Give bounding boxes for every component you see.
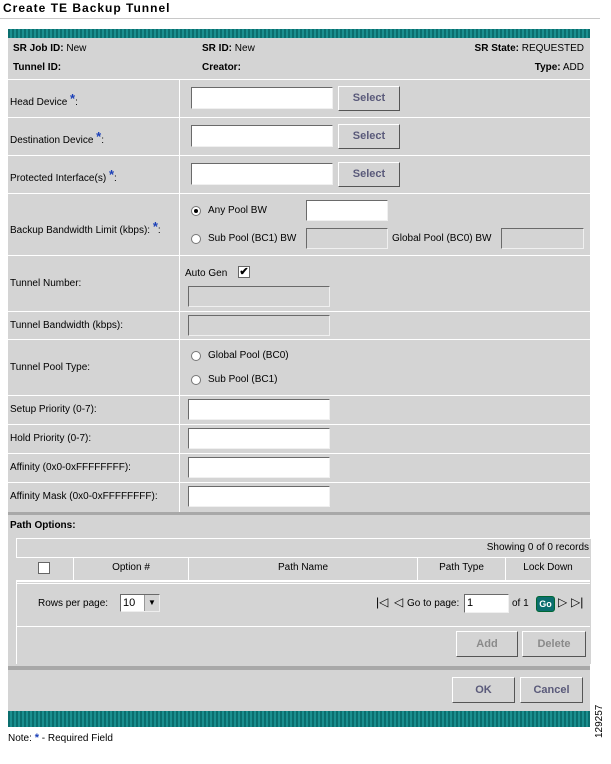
tunnel-bandwidth-input[interactable] <box>188 315 330 336</box>
prev-page-icon[interactable]: ◁ <box>394 595 404 609</box>
row-divider <box>8 339 590 340</box>
tunnel-bandwidth-label: Tunnel Bandwidth (kbps): <box>10 320 124 331</box>
of-pages-label: of 1 <box>512 598 529 609</box>
global-pool-bw-input[interactable] <box>501 228 584 249</box>
ok-button[interactable]: OK <box>452 677 515 703</box>
global-pool-bw-label: Global Pool (BC0) BW <box>392 233 492 244</box>
type-info: Type: ADD <box>534 62 584 73</box>
destination-device-input[interactable] <box>191 125 333 147</box>
section-divider <box>8 512 590 515</box>
first-page-icon[interactable]: |◁ <box>376 595 389 609</box>
page-title: Create TE Backup Tunnel <box>3 1 171 15</box>
global-pool-bc0-radio[interactable] <box>191 351 201 361</box>
sr-state: SR State: REQUESTED <box>474 43 584 54</box>
go-to-page-label: Go to page: <box>407 598 460 609</box>
setup-priority-label: Setup Priority (0-7): <box>10 404 97 415</box>
records-count: Showing 0 of 0 records <box>486 542 589 553</box>
last-page-icon[interactable]: ▷| <box>571 595 584 609</box>
column-path-type[interactable]: Path Type <box>439 562 484 573</box>
go-button[interactable]: Go <box>536 596 555 612</box>
row-divider <box>8 453 590 454</box>
bottom-accent-bar <box>8 711 590 727</box>
rows-per-page-label: Rows per page: <box>38 598 109 609</box>
row-divider <box>8 424 590 425</box>
hold-priority-input[interactable] <box>188 428 330 449</box>
title-divider <box>0 18 600 19</box>
tunnel-number-input[interactable] <box>188 286 330 307</box>
any-pool-bw-input[interactable] <box>306 200 388 221</box>
sr-job-id: SR Job ID: New <box>13 43 87 54</box>
destination-device-label: Destination Device *: <box>10 129 104 146</box>
tunnel-id-label: Tunnel ID: <box>13 62 62 73</box>
affinity-label: Affinity (0x0-0xFFFFFFFF): <box>10 462 131 473</box>
column-path-name[interactable]: Path Name <box>277 562 329 573</box>
page-number-input[interactable]: 1 <box>464 594 509 613</box>
column-lock-down[interactable]: Lock Down <box>523 562 573 573</box>
affinity-input[interactable] <box>188 457 330 478</box>
affinity-mask-label: Affinity Mask (0x0-0xFFFFFFFF): <box>10 491 158 502</box>
tunnel-pool-type-label: Tunnel Pool Type: <box>10 362 91 373</box>
row-divider <box>8 79 590 80</box>
add-button[interactable]: Add <box>456 631 518 657</box>
backup-bandwidth-label: Backup Bandwidth Limit (kbps): *: <box>10 219 161 236</box>
tunnel-number-label: Tunnel Number: <box>10 278 82 289</box>
table-divider <box>16 583 590 584</box>
cancel-button[interactable]: Cancel <box>520 677 583 703</box>
head-device-input[interactable] <box>191 87 333 109</box>
global-pool-bc0-label: Global Pool (BC0) <box>208 350 289 361</box>
protected-interfaces-select-button[interactable]: Select <box>338 162 400 187</box>
affinity-mask-input[interactable] <box>188 486 330 507</box>
row-divider <box>8 255 590 256</box>
row-divider <box>8 155 590 156</box>
sub-pool-bc1-label: Sub Pool (BC1) <box>208 374 278 385</box>
creator-label: Creator: <box>202 62 241 73</box>
destination-device-select-button[interactable]: Select <box>338 124 400 149</box>
hold-priority-label: Hold Priority (0-7): <box>10 433 92 444</box>
path-options-label: Path Options: <box>10 520 76 531</box>
row-divider <box>8 117 590 118</box>
protected-interfaces-input[interactable] <box>191 163 333 185</box>
head-device-select-button[interactable]: Select <box>338 86 400 111</box>
column-option-number[interactable]: Option # <box>112 562 150 573</box>
next-page-icon[interactable]: ▷ <box>558 595 568 609</box>
sr-id: SR ID: New <box>202 43 255 54</box>
rows-per-page-select[interactable]: 10 ▼ <box>120 594 160 612</box>
head-device-label: Head Device *: <box>10 91 78 108</box>
row-divider <box>8 311 590 312</box>
sub-pool-bc1-radio[interactable] <box>191 375 201 385</box>
auto-gen-label: Auto Gen <box>185 268 228 279</box>
sub-pool-bw-label: Sub Pool (BC1) BW <box>208 233 297 244</box>
row-divider <box>8 482 590 483</box>
chevron-down-icon: ▼ <box>144 595 159 611</box>
sub-pool-bw-input[interactable] <box>306 228 388 249</box>
any-pool-bw-label: Any Pool BW <box>208 205 267 216</box>
column-divider <box>179 80 180 512</box>
sub-pool-bw-radio[interactable] <box>191 234 201 244</box>
row-divider <box>8 395 590 396</box>
row-divider <box>8 193 590 194</box>
figure-id: 129257 <box>594 704 605 738</box>
any-pool-bw-radio[interactable] <box>191 206 201 216</box>
table-divider <box>16 626 590 627</box>
select-all-checkbox[interactable] <box>38 562 50 574</box>
section-divider <box>8 666 590 670</box>
protected-interfaces-label: Protected Interface(s) *: <box>10 167 117 184</box>
required-note: Note: * - Required Field <box>8 732 113 744</box>
setup-priority-input[interactable] <box>188 399 330 420</box>
auto-gen-checkbox[interactable]: ✔ <box>239 266 249 278</box>
delete-button[interactable]: Delete <box>522 631 586 657</box>
top-accent-bar <box>8 29 590 38</box>
